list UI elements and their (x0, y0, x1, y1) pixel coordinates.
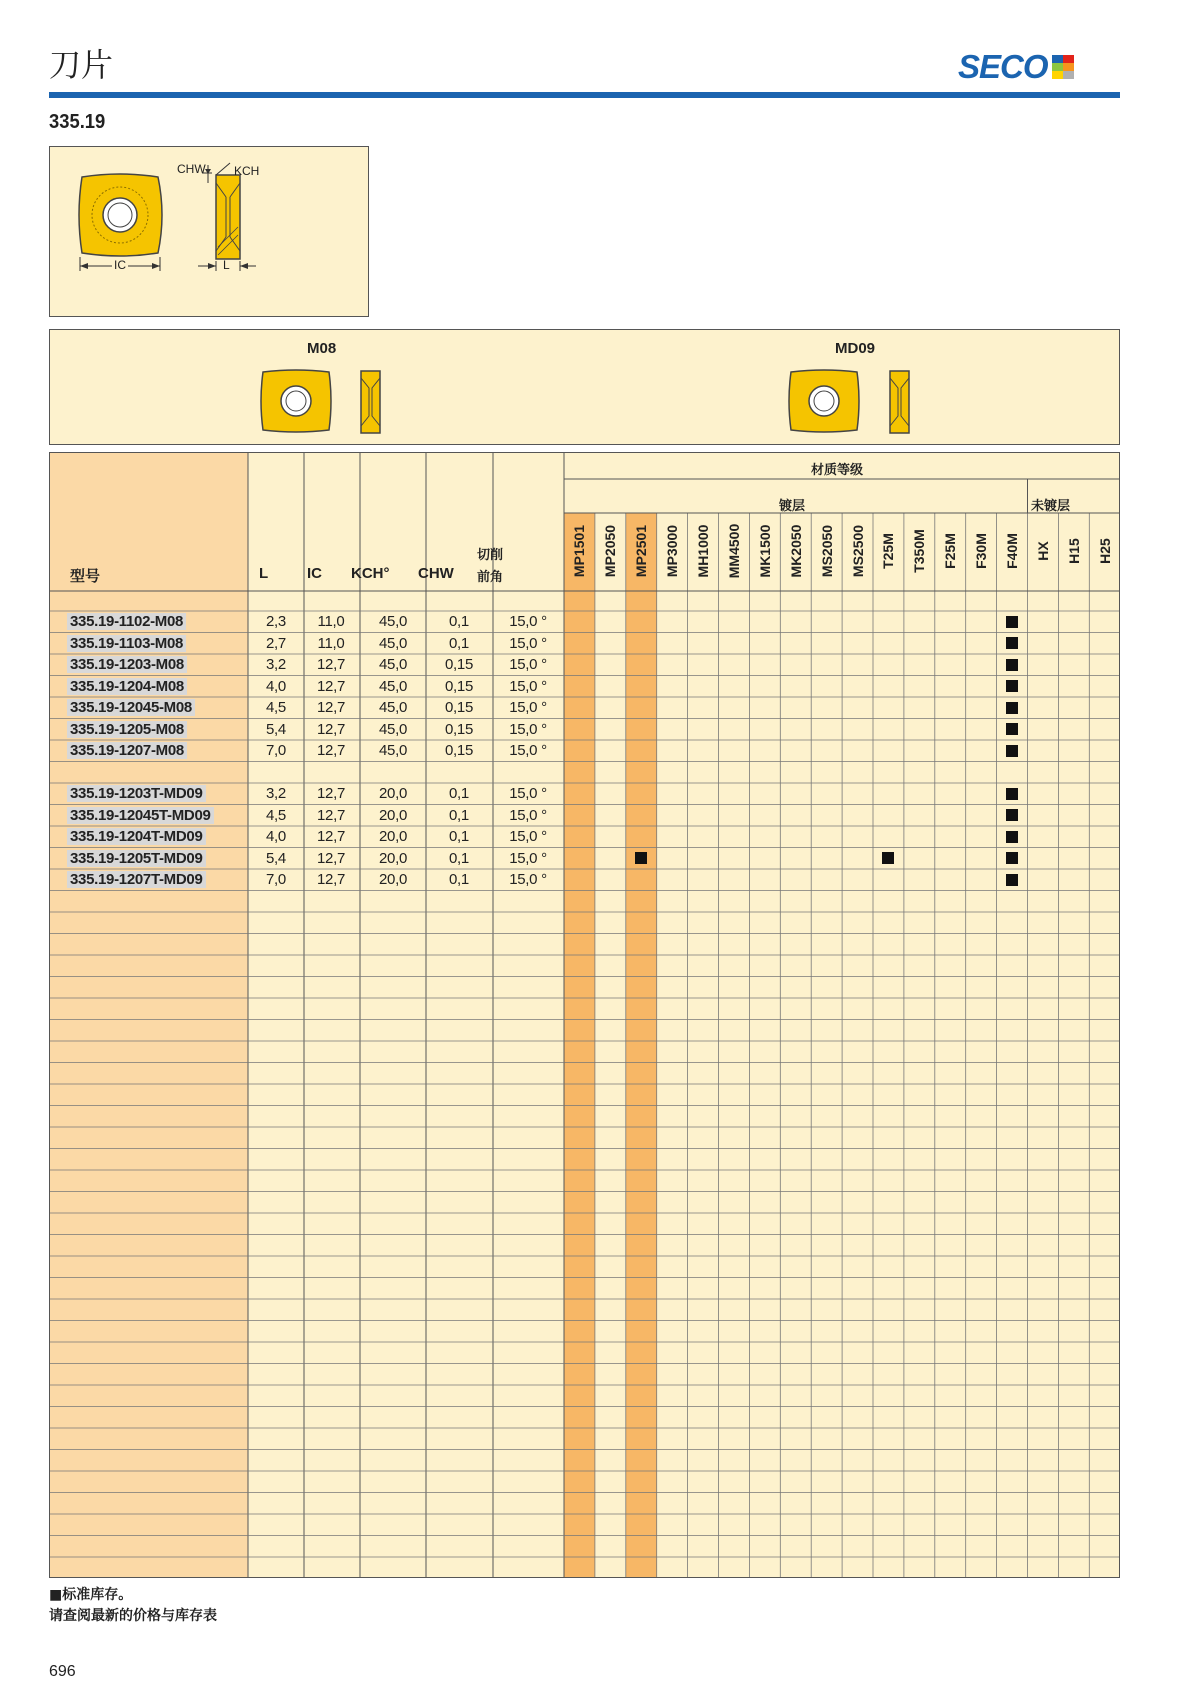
stock-mark-f40m (1006, 874, 1018, 886)
stock-mark-f40m (1006, 852, 1018, 864)
row-ic: 12,7 (317, 806, 345, 824)
row-rake: 15,0 ° (509, 785, 547, 802)
grade-header-f30m: F30M (973, 533, 990, 569)
row-l: 3,2 (266, 656, 286, 673)
section-id: 335.19 (49, 111, 106, 133)
row-ic: 12,7 (317, 742, 345, 759)
page-title: 刀片 (49, 46, 114, 84)
row-l: 7,0 (266, 871, 286, 888)
row-l: 5,4 (266, 720, 286, 738)
stock-mark-f40m (1006, 680, 1018, 692)
grade-header-mp2501: MP2501 (633, 524, 650, 578)
row-ic: 12,7 (317, 699, 345, 716)
grade-header-ms2500: MS2500 (849, 524, 866, 578)
row-l: 7,0 (266, 742, 286, 759)
row-kch: 45,0 (379, 699, 407, 716)
ic-label: IC (114, 258, 126, 272)
header-ic: IC (307, 565, 322, 582)
row-code: 335.19-1103-M08 (67, 635, 186, 652)
header-kch: KCH° (351, 565, 390, 582)
row-l: 4,5 (266, 699, 286, 716)
grade-header-mk2050: MK2050 (787, 524, 804, 578)
row-kch: 45,0 (379, 656, 407, 673)
insert-md09-top-icon (789, 370, 859, 432)
stock-mark-f40m (1006, 723, 1018, 735)
stock-mark-f40m (1006, 809, 1018, 821)
header-rake-2: 前角 (477, 570, 504, 585)
insert-drawing (50, 147, 370, 318)
grade-header-h25: H25 (1096, 538, 1113, 564)
row-rake: 15,0 ° (509, 634, 547, 652)
insert-grade-table (49, 452, 1120, 1578)
grade-header-mk1500: MK1500 (756, 524, 773, 578)
row-l: 5,4 (266, 849, 286, 867)
row-chw: 0,15 (445, 720, 473, 738)
row-ic: 12,7 (317, 849, 345, 867)
row-rake: 15,0 ° (509, 613, 547, 630)
grade-header-hx: HX (1034, 541, 1051, 561)
row-code: 335.19-1204-M08 (67, 678, 187, 695)
l-label: L (223, 258, 230, 272)
row-l: 4,0 (266, 828, 286, 845)
table-grid (50, 453, 1120, 1578)
row-kch: 20,0 (379, 871, 407, 888)
row-chw: 0,15 (445, 656, 473, 673)
row-code: 335.19-1203T-MD09 (67, 785, 206, 802)
header-l: L (259, 565, 269, 582)
row-code: 335.19-1204T-MD09 (67, 828, 206, 845)
row-ic: 12,7 (317, 828, 345, 845)
stock-mark-f40m (1006, 659, 1018, 671)
grade-header-mp3000: MP3000 (664, 524, 681, 578)
row-l: 4,0 (266, 677, 286, 695)
header-material-grade: 材质等级 (811, 463, 864, 478)
row-chw: 0,15 (445, 677, 473, 695)
chw-label: CHW (177, 162, 206, 176)
header-chw: CHW (418, 565, 454, 582)
logo-text: SECO (958, 48, 1048, 85)
row-ic: 12,7 (317, 677, 345, 695)
row-ic: 12,7 (317, 785, 345, 802)
insert-m08-top-icon (261, 370, 331, 432)
row-code: 335.19-1207-M08 (67, 742, 187, 759)
logo-mark-icon (1052, 55, 1074, 79)
header-coated: 镀层 (779, 499, 806, 514)
row-code: 335.19-1203-M08 (67, 656, 187, 673)
grade-header-mp2050: MP2050 (602, 524, 619, 578)
row-chw: 0,1 (449, 828, 469, 845)
row-chw: 0,15 (445, 699, 473, 716)
row-rake: 15,0 ° (509, 849, 547, 867)
grade-header-mm4500: MM4500 (725, 523, 742, 579)
row-kch: 45,0 (379, 613, 407, 630)
header-rake-1: 切削 (477, 548, 504, 563)
variant-label-m08: M08 (307, 340, 337, 357)
row-code: 335.19-12045-M08 (67, 699, 195, 716)
row-kch: 45,0 (379, 742, 407, 759)
grade-header-t25m: T25M (880, 533, 897, 569)
row-rake: 15,0 ° (509, 656, 547, 673)
row-chw: 0,1 (449, 613, 469, 630)
row-code: 335.19-1102-M08 (67, 613, 186, 630)
row-ic: 11,0 (317, 613, 345, 630)
insert-md09-side-icon (890, 371, 909, 433)
page-number: 696 (49, 1663, 76, 1680)
variant-drawings (50, 330, 1121, 446)
grade-header-t350m: T350M (911, 529, 928, 573)
geometry-variants-panel (49, 329, 1120, 445)
row-code: 335.19-1205-M08 (67, 721, 187, 738)
row-rake: 15,0 ° (509, 699, 547, 716)
header-uncoated: 未镀层 (1031, 499, 1071, 514)
variant-label-md09: MD09 (835, 340, 876, 357)
grade-header-f25m: F25M (942, 533, 959, 569)
row-rake: 15,0 ° (509, 742, 547, 759)
price-note: 请查阅最新的价格与库存表 (49, 1608, 217, 1624)
row-kch: 20,0 (379, 806, 407, 824)
row-chw: 0,1 (449, 871, 469, 888)
row-l: 4,5 (266, 806, 286, 824)
row-rake: 15,0 ° (509, 677, 547, 695)
header-model: 型号 (70, 568, 101, 585)
grade-header-mh1000: MH1000 (695, 524, 712, 578)
row-rake: 15,0 ° (509, 720, 547, 738)
row-code: 335.19-12045T-MD09 (67, 807, 214, 824)
row-ic: 12,7 (317, 656, 345, 673)
insert-dimension-diagram (49, 146, 369, 317)
stock-mark-f40m (1006, 637, 1018, 649)
grade-header-mp1501: MP1501 (571, 524, 588, 578)
stock-mark-f40m (1006, 616, 1018, 628)
row-kch: 20,0 (379, 828, 407, 845)
stock-mark-t25m (882, 852, 894, 864)
row-chw: 0,1 (449, 634, 469, 652)
stock-mark-f40m (1006, 831, 1018, 843)
grade-header-f40m: F40M (1004, 533, 1021, 569)
row-l: 3,2 (266, 785, 286, 802)
insert-m08-side-icon (361, 371, 380, 433)
row-ic: 12,7 (317, 871, 345, 888)
grade-header-h15: H15 (1065, 538, 1082, 564)
row-code: 335.19-1205T-MD09 (67, 850, 206, 867)
row-ic: 12,7 (317, 720, 345, 738)
stock-mark-f40m (1006, 702, 1018, 714)
seco-logo (958, 48, 1074, 86)
row-rake: 15,0 ° (509, 871, 547, 888)
stock-mark-mp2501 (635, 852, 647, 864)
row-kch: 45,0 (379, 720, 407, 738)
row-chw: 0,1 (449, 806, 469, 824)
row-kch: 45,0 (379, 634, 407, 652)
stock-mark-f40m (1006, 788, 1018, 800)
row-rake: 15,0 ° (509, 828, 547, 845)
row-kch: 45,0 (379, 677, 407, 695)
row-ic: 11,0 (317, 634, 345, 652)
stock-legend: ■标准库存。 (49, 1587, 133, 1603)
header-rule (49, 92, 1120, 98)
row-l: 2,7 (266, 634, 286, 652)
row-rake: 15,0 ° (509, 806, 547, 824)
row-code: 335.19-1207T-MD09 (67, 871, 206, 888)
row-l: 2,3 (266, 613, 286, 630)
kch-label: KCH (234, 164, 260, 178)
grade-header-ms2050: MS2050 (818, 524, 835, 578)
row-chw: 0,15 (445, 742, 473, 759)
row-kch: 20,0 (379, 849, 407, 867)
row-chw: 0,1 (449, 849, 469, 867)
row-chw: 0,1 (449, 785, 469, 802)
row-kch: 20,0 (379, 785, 407, 802)
stock-mark-f40m (1006, 745, 1018, 757)
